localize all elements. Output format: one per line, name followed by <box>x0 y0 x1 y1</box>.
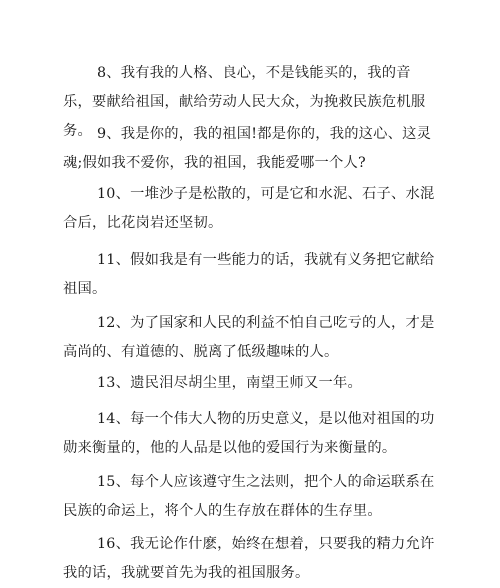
paragraph-12: 12、为了国家和人民的利益不怕自己吃亏的人，才是高尚的、有道德的、脱离了低级趣味的人。 <box>63 315 435 360</box>
paragraph-15: 15、每个人应该遵守生之法则，把个人的命运联系在民族的命运上，将个人的生存放在群体的生存里。 <box>63 474 435 519</box>
paragraph-14: 14、每一个伟大人物的历史意义，是以他对祖国的功勋来衡量的，他的人品是以他的爱国行为来衡量的。 <box>63 411 435 456</box>
paragraph-13: 13、遗民泪尽胡尘里，南望王师又一年。 <box>97 375 363 391</box>
paragraph-8: 8、我有我的人格、良心，不是钱能买的，我的音乐，要献给祖国，献给劳动人民大众，为挽救民族危机服务。 <box>63 65 426 139</box>
paragraph-9: 9、我是你的，我的祖国!都是你的，我的这心、这灵魂;假如我不爱你，我的祖国，我能爱哪一个人? <box>63 126 432 171</box>
paragraph-16: 16、我无论作什麽，始终在想着，只要我的精力允许我的话，我就要首先为我的祖国服务。 <box>63 536 435 581</box>
paragraph-11: 11、假如我是有一些能力的话，我就有义务把它献给祖国。 <box>63 252 435 297</box>
paragraph-10: 10、一堆沙子是松散的，可是它和水泥、石子、水混合后，比花岗岩还坚韧。 <box>63 186 435 231</box>
